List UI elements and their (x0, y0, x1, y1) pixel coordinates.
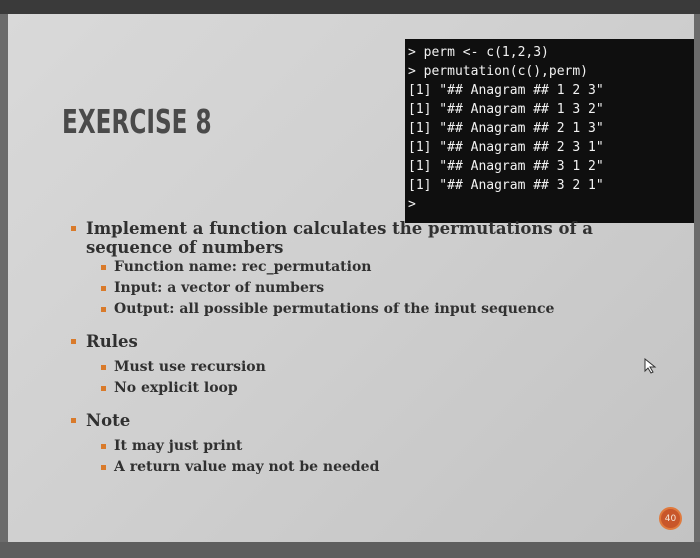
task-bullet (68, 219, 628, 257)
screen-bottom-bezel (0, 542, 700, 558)
note-item: A return value may not be needed (96, 457, 628, 478)
console-line: [1] "## Anagram ## 1 2 3" (408, 83, 604, 98)
console-line: > permutation(c(),perm) (408, 64, 589, 79)
slide-title: EXERCISE 8 (62, 102, 212, 141)
task-line-1: Implement a function calculates the permutations of a (86, 219, 593, 238)
task-line-2: sequence of numbers (86, 238, 284, 257)
console-line: [1] "## Anagram ## 3 2 1" (408, 178, 604, 193)
task-subitem: Function name: rec_permutation (96, 257, 628, 278)
console-line: [1] "## Anagram ## 3 1 2" (408, 159, 604, 174)
mouse-cursor-icon (644, 358, 660, 376)
console-line: [1] "## Anagram ## 1 3 2" (408, 102, 604, 117)
note-item: It may just print (96, 436, 628, 457)
console-line: [1] "## Anagram ## 2 1 3" (408, 121, 604, 136)
console-line: [1] "## Anagram ## 2 3 1" (408, 140, 604, 155)
r-console-output (405, 39, 694, 223)
presentation-slide (8, 14, 694, 542)
task-subitem: Output: all possible permutations of the input sequence (96, 299, 628, 320)
console-prompt: > (408, 197, 416, 212)
rules-item: No explicit loop (96, 378, 628, 399)
note-heading: Note (68, 411, 628, 430)
slide-body (68, 219, 628, 478)
console-line: > perm <- c(1,2,3) (408, 45, 549, 60)
rules-heading: Rules (68, 332, 628, 351)
screen-top-bezel (0, 0, 700, 14)
rules-item: Must use recursion (96, 357, 628, 378)
task-subitem: Input: a vector of numbers (96, 278, 628, 299)
slide-number-badge: 40 (659, 507, 682, 530)
